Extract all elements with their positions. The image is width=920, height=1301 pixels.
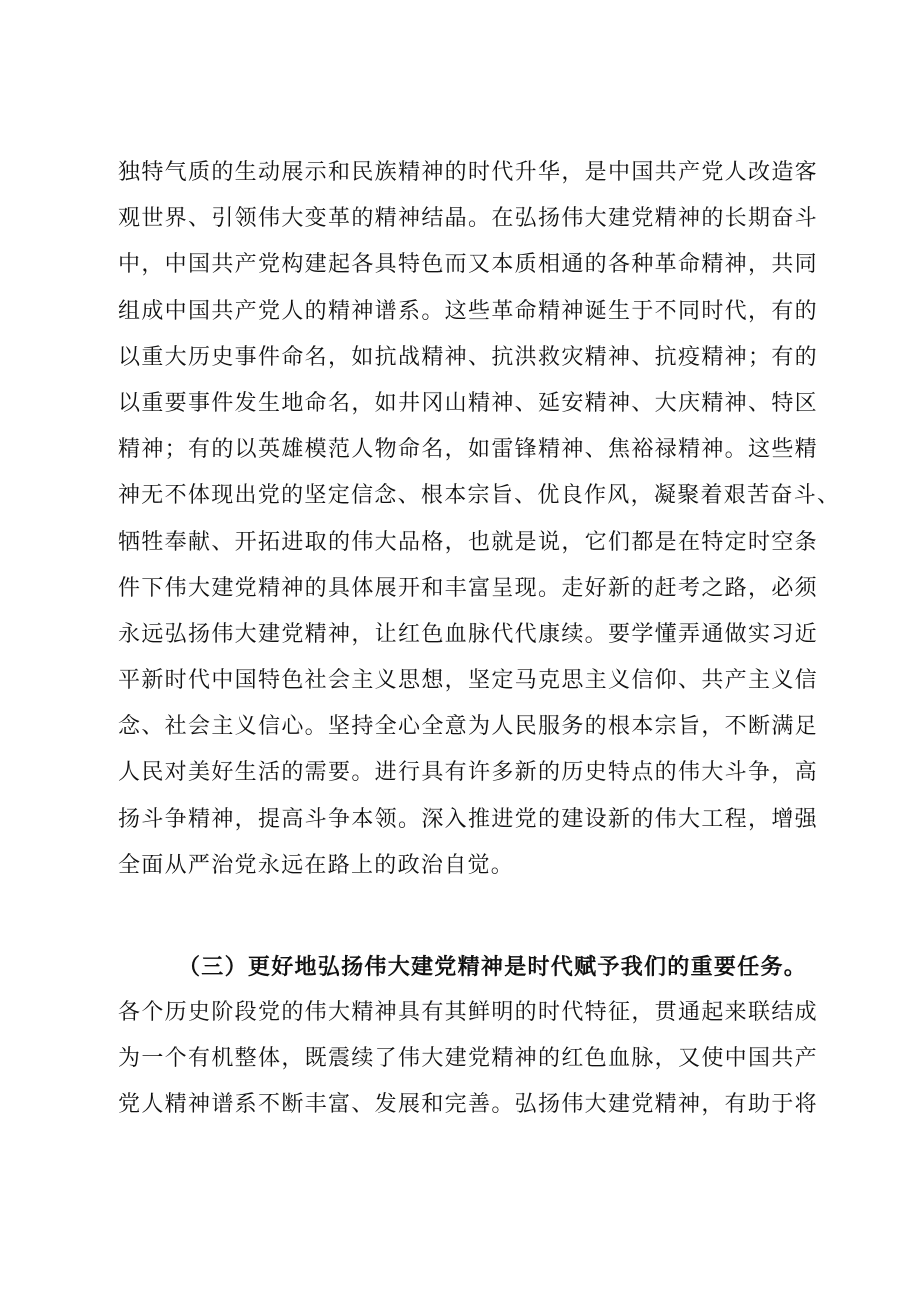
body-paragraph-1 [118,150,841,889]
text-line: 中，中国共产党构建起各具特色而又本质相通的各种革命精神，共同 [118,252,818,278]
text-line: 念、社会主义信心。坚持全心全意为人民服务的根本宗旨，不断满足 [118,714,818,740]
text-line: 为一个有机整体，既震续了伟大建党精神的红色血脉，又使中国共产 [118,1046,818,1072]
text-line: 各个历史阶段党的伟大精神具有其鲜明的时代特征，贯通起来联结成 [118,1000,818,1025]
text-line: 观世界、引领伟大变革的精神结晶。在弘扬伟大建党精神的长期奋斗 [118,206,818,232]
text-line: 全面从严治党永远在路上的政治自觉。 [118,852,515,878]
text-line: 组成中国共产党人的精神谱系。这些革命精神诞生于不同时代，有的 [118,298,818,324]
text-line: 以重大历史事件命名，如抗战精神、抗洪救灾精神、抗疫精神；有的 [118,344,818,370]
text-line: 扬斗争精神，提高斗争本领。深入推进党的建设新的伟大工程，增强 [118,806,818,832]
text-line: 党人精神谱系不断丰富、发展和完善。弘扬伟大建党精神，有助于将 [118,1092,818,1118]
section-heading [118,944,818,990]
text-line: 平新时代中国特色社会主义思想，坚定马克思主义信仰、共产主义信 [118,668,818,694]
text-line: 神无不体现出党的坚定信念、根本宗旨、优良作风，凝聚着艰苦奋斗、 [118,483,841,509]
text-line: 件下伟大建党精神的具体展开和丰富呈现。走好新的赶考之路，必须 [118,575,818,601]
text-line: 永远弘扬伟大建党精神，让红色血脉代代康续。要学懂弄通做实习近 [118,621,818,647]
text-line: 人民对美好生活的需要。进行具有许多新的历史特点的伟大斗争，高 [118,760,818,786]
text-line: 牺牲奉献、开拓进取的伟大品格，也就是说，它们都是在特定时空条 [118,529,818,555]
text-line: 精神；有的以英雄模范人物命名，如雷锋精神、焦裕禄精神。这些精 [118,437,818,463]
section-heading-text: （三）更好地弘扬伟大建党精神是时代赋予我们的重要任务。 [178,954,808,980]
body-paragraph-2 [118,990,818,1129]
text-line: 独特气质的生动展示和民族精神的时代升华，是中国共产党人改造客 [118,160,818,185]
text-line: 以重要事件发生地命名，如井冈山精神、延安精神、大庆精神、特区 [118,390,818,416]
